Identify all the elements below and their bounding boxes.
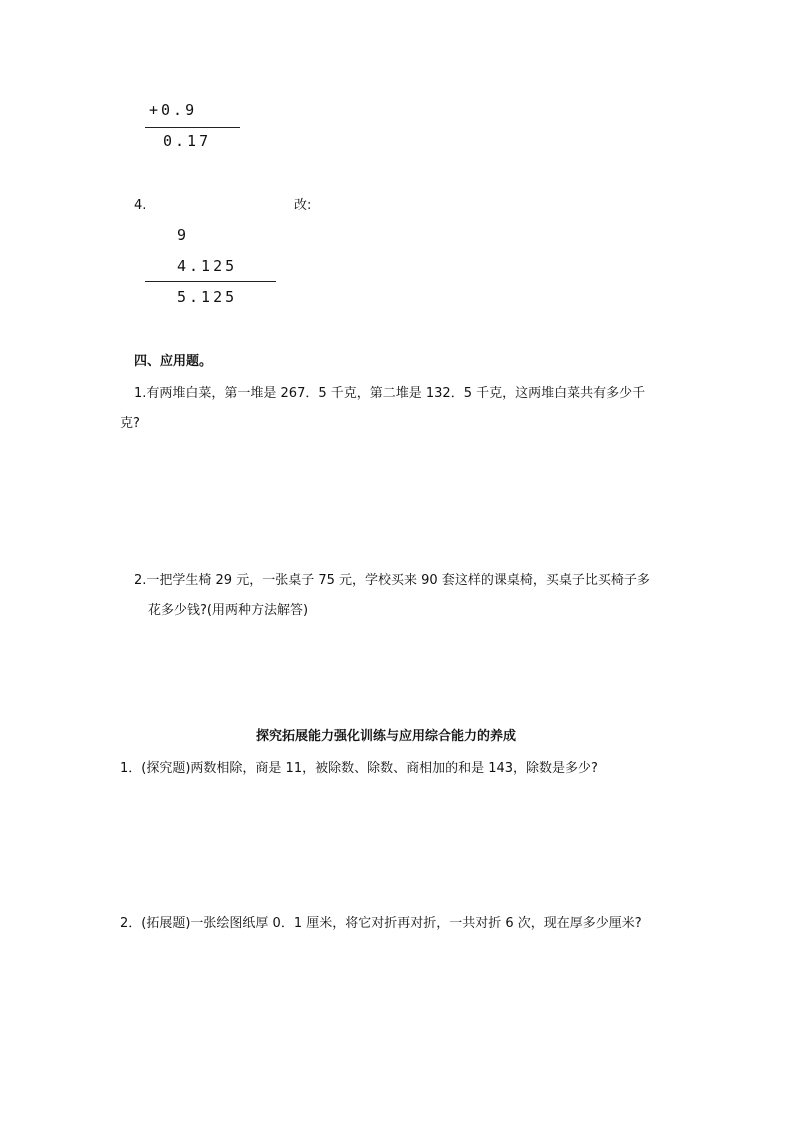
extension-q2: 2．(拓展题)一张绘图纸厚 0．1 厘米，将它对折再对折，一共对折 6 次，现在厚多少厘米? — [120, 916, 642, 931]
extension-q1: 1．(探究题)两数相除，商是 11，被除数、除数、商相加的和是 143，除数是多少? — [120, 761, 598, 776]
item4-operand1: 9 — [177, 226, 190, 244]
section4-q1-line1: 1.有两堆白菜，第一堆是 267．5 千克，第二堆是 132．5 千克，这两堆白菜共有多少千 — [134, 386, 646, 401]
section4-q2-line1: 2.一把学生椅 29 元，一张桌子 75 元，学校买来 90 套这样的课桌椅，买桌子比买椅子多 — [134, 573, 650, 588]
section4-q1-line2: 克? — [120, 416, 140, 431]
calc3-rule — [145, 127, 240, 128]
extension-title: 探究拓展能力强化训练与应用综合能力的养成 — [256, 729, 517, 744]
section4-q2-line2: 花多少钱?(用两种方法解答) — [148, 603, 309, 618]
calc3-result: 0.17 — [163, 132, 212, 150]
item4-result: 5.125 — [177, 288, 238, 306]
item4-number: 4. — [134, 198, 147, 213]
item4-rule — [145, 281, 276, 282]
item4-operand2: 4.125 — [177, 257, 238, 275]
calc3-addend: +0.9 — [149, 101, 198, 119]
section4-heading: 四、应用题。 — [134, 354, 213, 369]
item4-correction-label: 改: — [294, 198, 312, 213]
